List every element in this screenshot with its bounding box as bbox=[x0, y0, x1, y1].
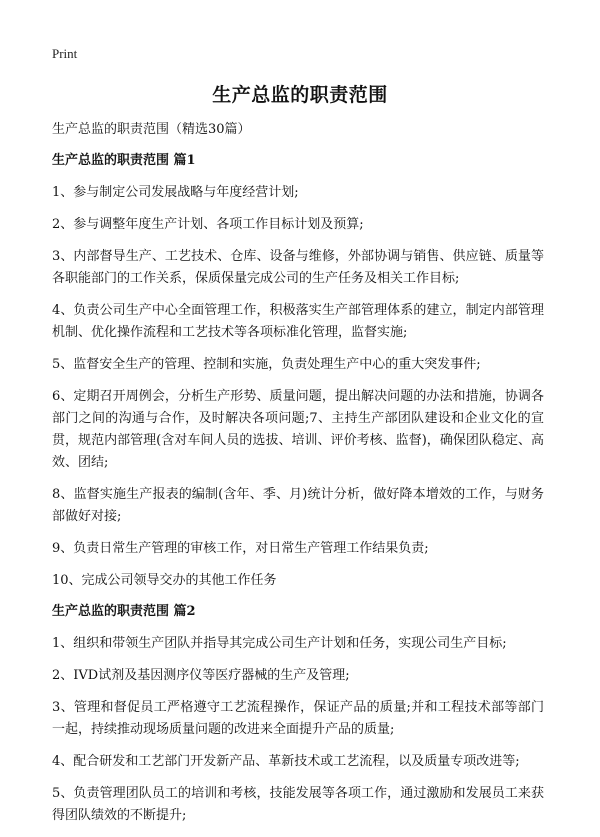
section-heading: 生产总监的职责范围 篇1 bbox=[52, 153, 196, 168]
list-item: 10、完成公司领导交办的其他工作任务 bbox=[52, 573, 277, 588]
list-item: 2、IVD试剂及基因测序仪等医疗器械的生产及管理; bbox=[52, 668, 350, 683]
list-item: 9、负责日常生产管理的审核工作，对日常生产管理工作结果负责; bbox=[52, 541, 429, 556]
list-item: 1、组织和带领生产团队并指导其完成公司生产计划和任务，实现公司生产目标; bbox=[52, 636, 507, 651]
list-item: 5、负责管理团队员工的培训和考核，技能发展等各项工作，通过激励和发展员工来获得团队绩效的不断提升; bbox=[52, 786, 544, 823]
list-item: 1、参与制定公司发展战略与年度经营计划; bbox=[52, 185, 299, 200]
print-link[interactable]: Print bbox=[52, 46, 78, 61]
list-item: 2、参与调整年度生产计划、各项工作目标计划及预算; bbox=[52, 217, 364, 232]
document-subtitle: 生产总监的职责范围（精选30篇） bbox=[52, 122, 251, 137]
list-item: 3、管理和督促员工严格遵守工艺流程操作，保证产品的质量;并和工程技术部等部门一起，持续推动现场质量问题的改进来全面提升产品的质量; bbox=[52, 700, 544, 737]
section-2 bbox=[52, 602, 544, 827]
document-title: 生产总监的职责范围 bbox=[212, 84, 388, 106]
list-item: 8、监督实施生产报表的编制(含年、季、月)统计分析，做好降本增效的工作，与财务部做好对接; bbox=[52, 487, 544, 524]
list-item: 3、内部督导生产、工艺技术、仓库、设备与维修，外部协调与销售、供应链、质量等各职能部门的工作关系，保质保量完成公司的生产任务及相关工作目标; bbox=[52, 249, 544, 286]
document-body bbox=[52, 120, 544, 837]
section-heading: 生产总监的职责范围 篇2 bbox=[52, 604, 196, 619]
list-item: 5、监督安全生产的管理、控制和实施，负责处理生产中心的重大突发事件; bbox=[52, 357, 481, 372]
list-item: 4、负责公司生产中心全面管理工作，积极落实生产部管理体系的建立，制定内部管理机制、优化操作流程和工艺技术等各项标准化管理，监督实施; bbox=[52, 303, 544, 340]
section-1 bbox=[52, 151, 544, 592]
list-item: 4、配合研发和工艺部门开发新产品、革新技术或工艺流程，以及质量专项改进等; bbox=[52, 754, 520, 769]
list-item: 6、定期召开周例会，分析生产形势、质量问题，提出解决问题的办法和措施，协调各部门之间的沟通与合作，及时解决各项问题;7、主持生产部团队建设和企业文化的宣贯，规范内部管理(含对车间人员的选拔、培训、评价考核、监督)，确保团队稳定、高效、团结; bbox=[52, 389, 544, 470]
